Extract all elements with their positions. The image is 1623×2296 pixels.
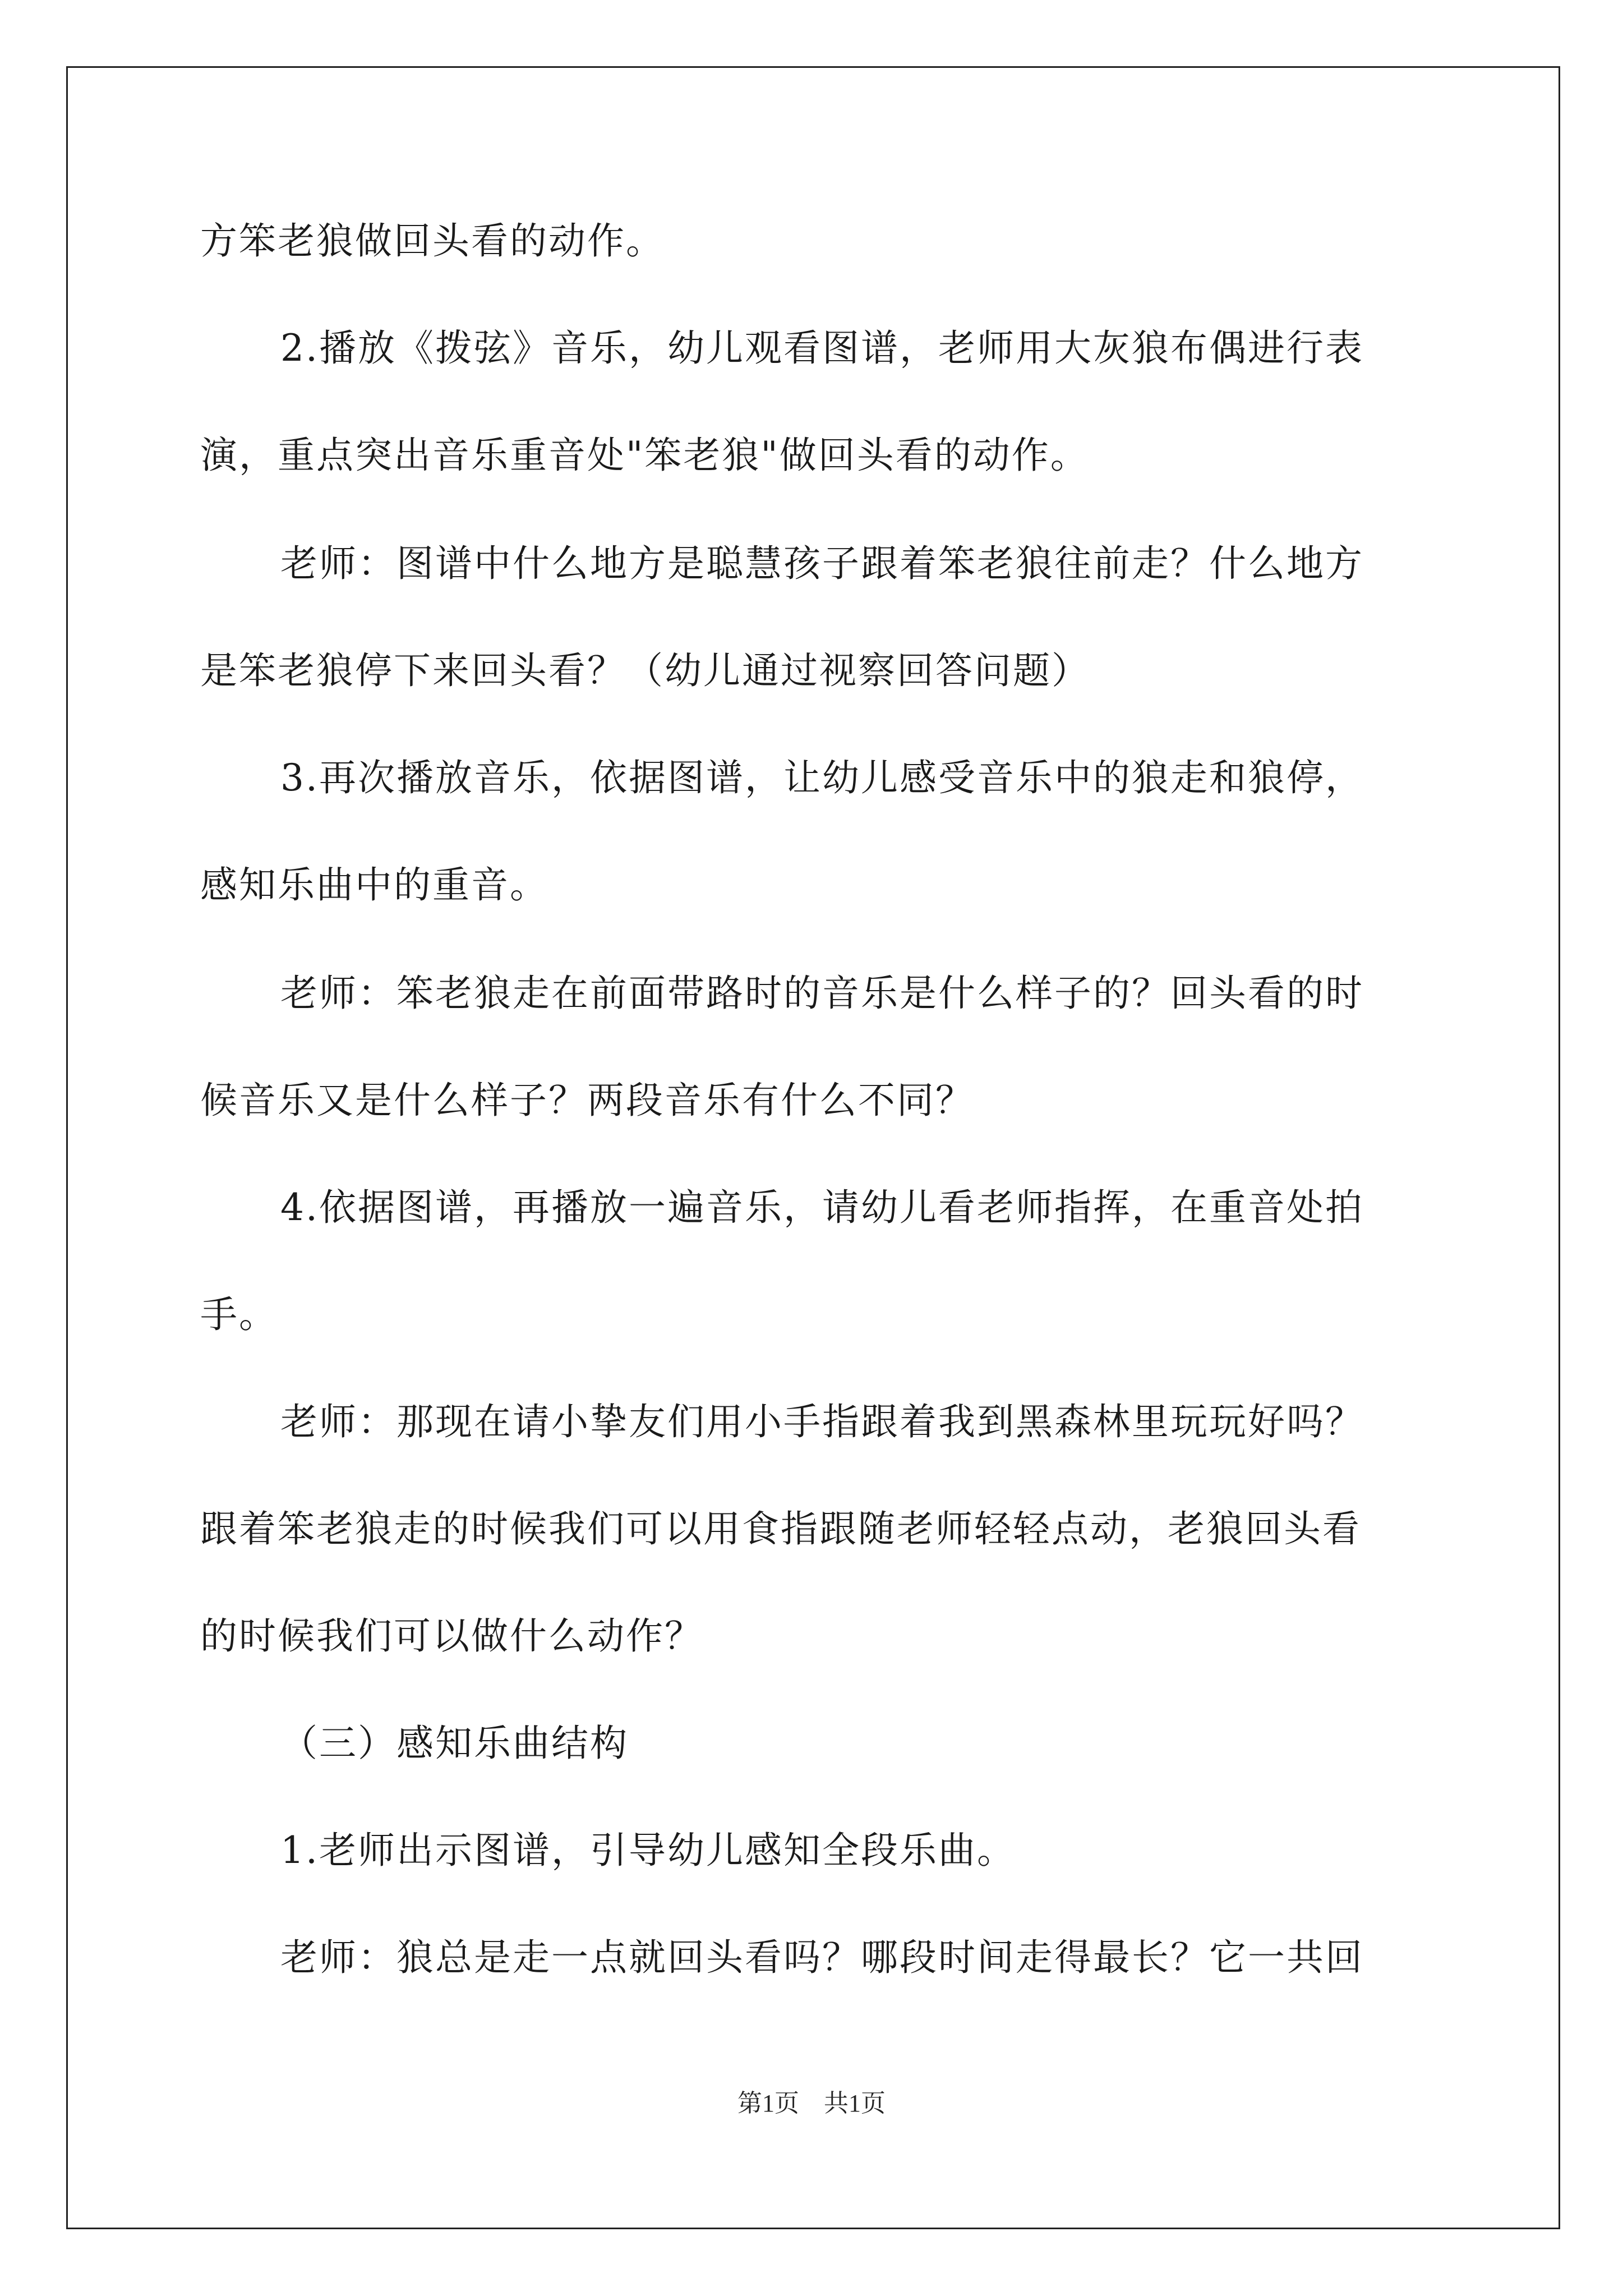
text-line: 手。	[200, 1293, 278, 1336]
text-line: 老师：笨老狼走在前面带路时的音乐是什么样子的？回头看的时	[280, 972, 1364, 1015]
text-line: 方笨老狼做回头看的动作。	[200, 219, 665, 263]
text-line: 老师：狼总是走一点就回头看吗？哪段时间走得最长？它一共回	[280, 1936, 1364, 1979]
text-line: 老师：那现在请小挚友们用小手指跟着我到黑森林里玩玩好吗？	[280, 1400, 1364, 1443]
text-line: 跟着笨老狼走的时候我们可以用食指跟随老师轻轻点动，老狼回头看	[200, 1507, 1361, 1550]
page-border	[66, 66, 1560, 2229]
text-line: 感知乐曲中的重音。	[200, 863, 548, 907]
text-line: 演，重点突出音乐重音处"笨老狼"做回头看的动作。	[200, 434, 1089, 477]
text-line: 是笨老狼停下来回头看？（幼儿通过视察回答问题）	[200, 649, 1090, 692]
section-heading: （三）感知乐曲结构	[280, 1722, 629, 1765]
text-line: 的时候我们可以做什么动作？	[200, 1614, 703, 1658]
text-line: 候音乐又是什么样子？两段音乐有什么不同？	[200, 1079, 974, 1122]
text-line: 老师：图谱中什么地方是聪慧孩子跟着笨老狼往前走？什么地方	[280, 542, 1364, 585]
page-footer: 第1页 共1页	[737, 2090, 886, 2117]
text-line: 3.再次播放音乐，依据图谱，让幼儿感受音乐中的狼走和狼停，	[280, 756, 1364, 799]
text-line: 1.老师出示图谱，引导幼儿感知全段乐曲。	[280, 1829, 1016, 1872]
text-line: 2.播放《拨弦》音乐，幼儿观看图谱，老师用大灰狼布偶进行表	[280, 326, 1364, 370]
text-line: 4.依据图谱，再播放一遍音乐，请幼儿看老师指挥，在重音处拍	[280, 1186, 1364, 1229]
